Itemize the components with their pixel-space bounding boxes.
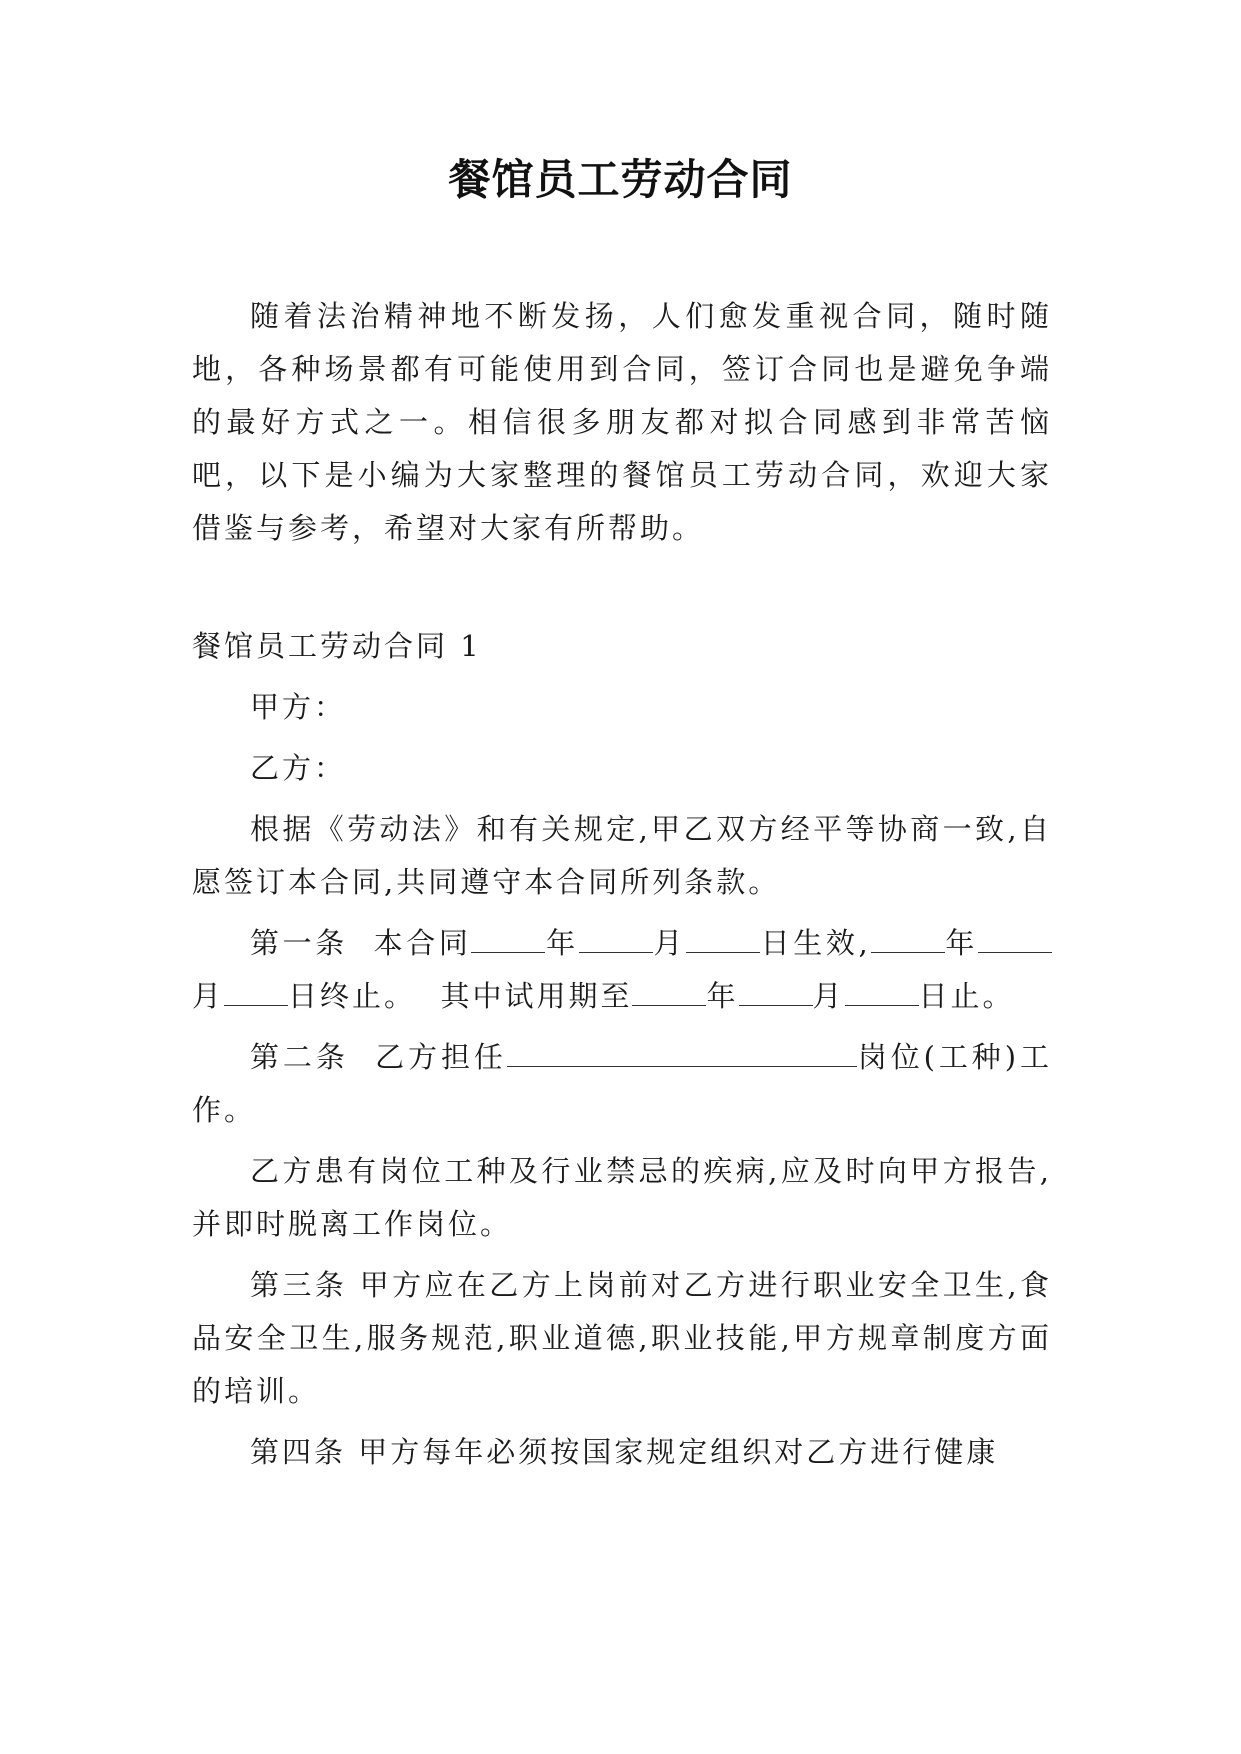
basis-paragraph: 根据《劳动法》和有关规定,甲乙双方经平等协商一致,自愿签订本合同,共同遵守本合同所列条款。 bbox=[192, 812, 1052, 899]
party-b-line: 乙方： bbox=[250, 751, 347, 785]
document-body bbox=[192, 290, 1052, 1479]
section-spacer bbox=[192, 555, 1052, 608]
blank-field[interactable] bbox=[686, 922, 760, 953]
disease-clause: 乙方患有岗位工种及行业禁忌的疾病,应及时向甲方报告,并即时脱离工作岗位。 bbox=[192, 1154, 1052, 1241]
blank-field[interactable] bbox=[471, 922, 545, 953]
party-a-line: 甲方： bbox=[250, 690, 347, 724]
blank-field[interactable] bbox=[507, 1036, 857, 1067]
article-1-label: 第一条 bbox=[250, 926, 348, 960]
article-1: 第一条 本合同 年 月 日生效, 年月 日终止。 其中试用期至 年 月 日止。 bbox=[192, 917, 1052, 1023]
blank-field[interactable] bbox=[224, 975, 288, 1006]
blank-field[interactable] bbox=[632, 975, 706, 1006]
blank-field[interactable] bbox=[871, 922, 945, 953]
document-title: 餐馆员工劳动合同 bbox=[448, 155, 793, 204]
blank-field[interactable] bbox=[978, 922, 1052, 953]
contract-subtitle: 餐馆员工劳动合同 1 bbox=[192, 629, 482, 663]
blank-field[interactable] bbox=[579, 922, 653, 953]
article-2-label: 第二条 bbox=[250, 1040, 349, 1074]
article-4: 第四条 甲方每年必须按国家规定组织对乙方进行健康 bbox=[250, 1435, 999, 1469]
intro-paragraph: 随着法治精神地不断发扬，人们愈发重视合同，随时随地，各种场景都有可能使用到合同，签订合同也是避免争端的最好方式之一。相信很多朋友都对拟合同感到非常苦恼吧，以下是小编为大家整理的餐馆员工劳动合同，欢迎大家借鉴与参考，希望对大家有所帮助。 bbox=[192, 299, 1052, 545]
blank-field[interactable] bbox=[739, 975, 813, 1006]
blank-field[interactable] bbox=[845, 975, 919, 1006]
article-2: 第二条 乙方担任 岗位(工种)工作。 bbox=[192, 1031, 1052, 1137]
article-3: 第三条 甲方应在乙方上岗前对乙方进行职业安全卫生,食品安全卫生,服务规范,职业道德,职业技能,甲方规章制度方面的培训。 bbox=[192, 1268, 1052, 1408]
